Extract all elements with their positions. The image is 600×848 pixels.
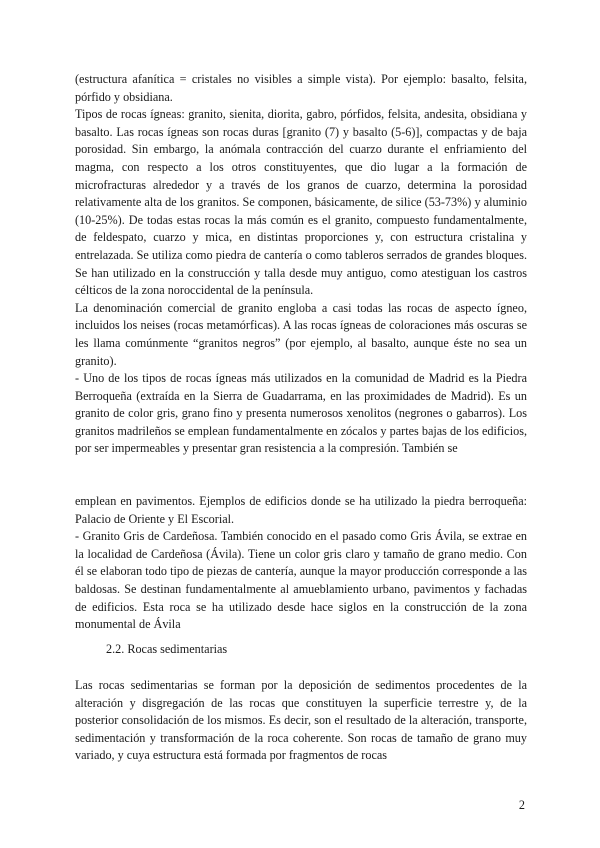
body-text-block bbox=[75, 71, 527, 458]
body-text-block-sedimentarias bbox=[75, 677, 527, 765]
paragraph-pavimentos: emplean en pavimentos. Ejemplos de edificios donde se ha utilizado la piedra berroqueña: Palacio de Oriente y El Escorial. bbox=[75, 494, 527, 526]
paragraph-denominacion-granito: La denominación comercial de granito engloba a casi todas las rocas de aspecto ígneo, incluidos los neises (rocas metamórficas). A las rocas ígneas de coloraciones más oscuras se les llama comúnmente “granitos negros” (por ejemplo, al basalto, aunque éste no sea un granito). bbox=[75, 300, 527, 368]
body-text-block-continuation bbox=[75, 493, 527, 634]
section-heading: 2.2. Rocas sedimentarias bbox=[106, 642, 228, 656]
paragraph-afanitica: (estructura afanítica = cristales no visibles a simple vista). Por ejemplo: basalto, felsita, pórfido y obsidiana. bbox=[75, 72, 527, 104]
paragraph-piedra-berroquena: - Uno de los tipos de rocas ígneas más utilizados en la comunidad de Madrid es la Piedra Berroqueña (extraída en la Sierra de Guadarrama, en las proximidades de Madrid). Es un granito de color gris, grano fino y presenta numerosos xenolitos (negrones o gabarros). Los granitos madrileños se emplean fundamentalmente en zócalos y partes bajas de los edificios, por ser impermeables y presentar gran resistencia a la compresión. También se bbox=[75, 371, 527, 456]
paragraph-gris-cardenosa: - Granito Gris de Cardeñosa. También conocido en el pasado como Gris Ávila, se extrae en la localidad de Cardeñosa (Ávila). Tiene un color gris claro y tamaño de grano medio. Con él se elaboran todo tipo de piezas de cantería, aunque la mayor producción corresponde a las baldosas. Se destinan fundamentalmente al amueblamiento urbano, pavimentos y fachadas de edificios. Esta roca se ha utilizado desde hace siglos en la construcción de la zona monumental de Ávila bbox=[75, 529, 527, 632]
page-number: 2 bbox=[518, 798, 525, 812]
paragraph-tipos-rocas-igneas: Tipos de rocas ígneas: granito, sienita, diorita, gabro, pórfidos, felsita, andesita, obsidiana y basalto. Las rocas ígneas son rocas duras [granito (7) y basalto (5-6)], compactas y de baja porosidad. Sin embargo, la anómala contracción del cuarzo durante el enfriamiento del magma, con respecto a los otros constituyentes, que dio lugar a la formación de microfracturas alrededor y a través de los granos de cuarzo, determina la porosidad relativamente alta de los granitos. Se componen, básicamente, de silice (53-73%) y aluminio (10-25%). De todas estas rocas la más común es el granito, compuesto fundamentalmente, de feldespato, cuarzo y mica, en distintas proporciones y, con estructura cristalina y entrelazada. Se utiliza como piedra de cantería o como tableros serrados de grandes bloques. Se han utilizado en la construcción y talla desde muy antiguo, como atestiguan los castros célticos de la zona noroccidental de la península. bbox=[75, 107, 527, 298]
paragraph-rocas-sedimentarias: Las rocas sedimentarias se forman por la deposición de sedimentos procedentes de la alteración y disgregación de las rocas que constituyen la superficie terrestre y, de la posterior consolidación de los mismos. Es decir, son el resultado de la alteración, transporte, sedimentación y transformación de la roca coherente. Son rocas de tamaño de grano muy variado, y cuya estructura está formada por fragmentos de rocas bbox=[75, 678, 527, 763]
